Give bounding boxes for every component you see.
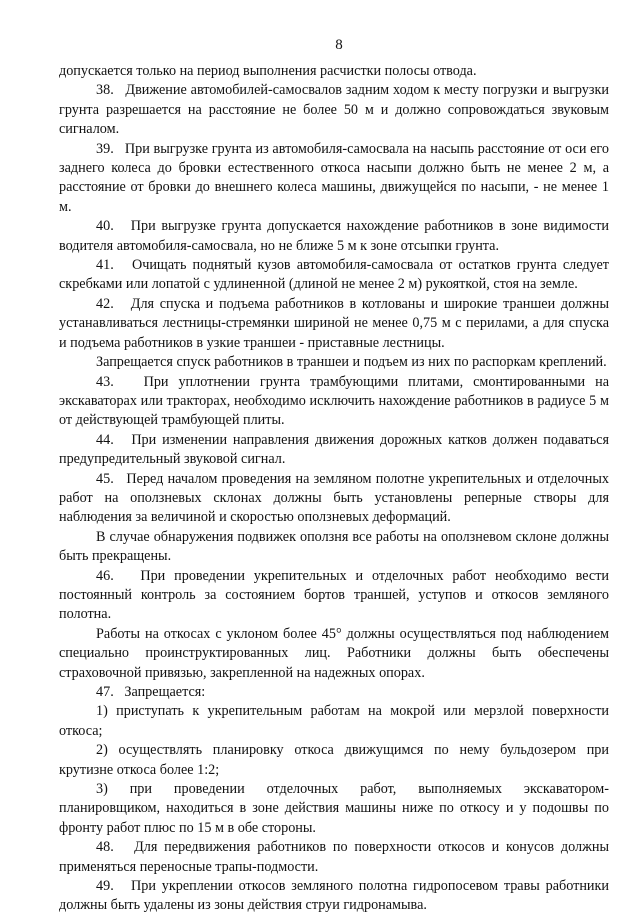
paragraph: допускается только на период выполнения расчистки полосы отвода. <box>59 63 477 79</box>
paragraph: Работы на откосах с уклоном более 45° должны осуществляться под наблюдением специально проинструктированных лиц. Работники должны быть обеспечены страховочной привязью, закрепленной на надежных опорах. <box>59 625 613 681</box>
paragraph: 38. Движение автомобилей-самосвалов задним ходом к месту погрузки и выгрузки грунта разрешается на расстояние не более 50 м и должно сопровождаться звуковым сигналом. <box>59 82 613 138</box>
paragraph: Запрещается спуск работников в траншеи и подъем из них по распоркам креплений. <box>96 354 607 371</box>
paragraph: 44. При изменении направления движения дорожных катков должен подаваться предупредительный звуковой сигнал. <box>59 431 613 468</box>
paragraph: 39. При выгрузке грунта из автомобиля-самосвала на насыпь расстояние от оси его заднего колеса до бровки естественного откоса насыпи должно быть не менее 2 м, а расстояние от бровки до внешнего колеса машины, движущейся по насыпи, - не менее 1 м. <box>59 140 613 215</box>
paragraph: 1) приступать к укрепительным работам на мокрой или мерзлой поверхности откоса; <box>59 703 613 739</box>
document-body <box>59 62 613 916</box>
paragraph: 41. Очищать поднятый кузов автомобиля-самосвала от остатков грунта следует скребками или лопатой с удлиненной (длиной не менее 2 м) рукояткой, стоя на земле. <box>59 257 613 293</box>
page-number: 8 <box>335 37 343 53</box>
paragraph: 3) при проведении отделочных работ, выполняемых экскаватором-планировщиком, находиться в зоне действия машины ниже по откосу и у подошвы по фронту работ плюс по 15 м в обе стороны. <box>59 781 613 836</box>
paragraph: 2) осуществлять планировку откоса движущимся по нему бульдозером при крутизне откоса более 1:2; <box>59 742 613 778</box>
paragraph: 48. Для передвижения работников по поверхности откосов и конусов должны применяться переносные трапы-подмости. <box>59 839 613 875</box>
paragraph: 42. Для спуска и подъема работников в котлованы и широкие траншеи должны устанавливаться лестницы-стремянки шириной не менее 0,75 м с перилами, а для спуска и подъема работников в узкие траншеи - приставные лестницы. <box>59 295 613 351</box>
paragraph: 49. При укреплении откосов земляного полотна гидропосевом травы работники должны быть удалены из зоны действия струи гидронамыва. <box>59 878 613 914</box>
paragraph: 43. При уплотнении грунта трамбующими плитами, смонтированными на экскаваторах или тракторах, необходимо исключить нахождение работников в радиусе 5 м от действующей трамбующей плиты. <box>59 373 613 429</box>
paragraph: 40. При выгрузке грунта допускается нахождение работников в зоне видимости водителя автомобиля-самосвала, но не ближе 5 м к зоне отсыпки грунта. <box>59 218 613 254</box>
paragraph: 46. При проведении укрепительных и отделочных работ необходимо вести постоянный контроль за состоянием бортов траншей, уступов и откосов земляного полотна. <box>59 567 613 623</box>
paragraph: 45. Перед началом проведения на земляном полотне укрепительных и отделочных работ на оползневых склонах должны быть установлены реперные створы для наблюдения за величиной и скоростью оползневых деформаций. <box>59 470 613 526</box>
paragraph: 47. Запрещается: <box>96 684 206 700</box>
paragraph: В случае обнаружения подвижек оползня все работы на оползневом склоне должны быть прекращены. <box>59 528 613 565</box>
